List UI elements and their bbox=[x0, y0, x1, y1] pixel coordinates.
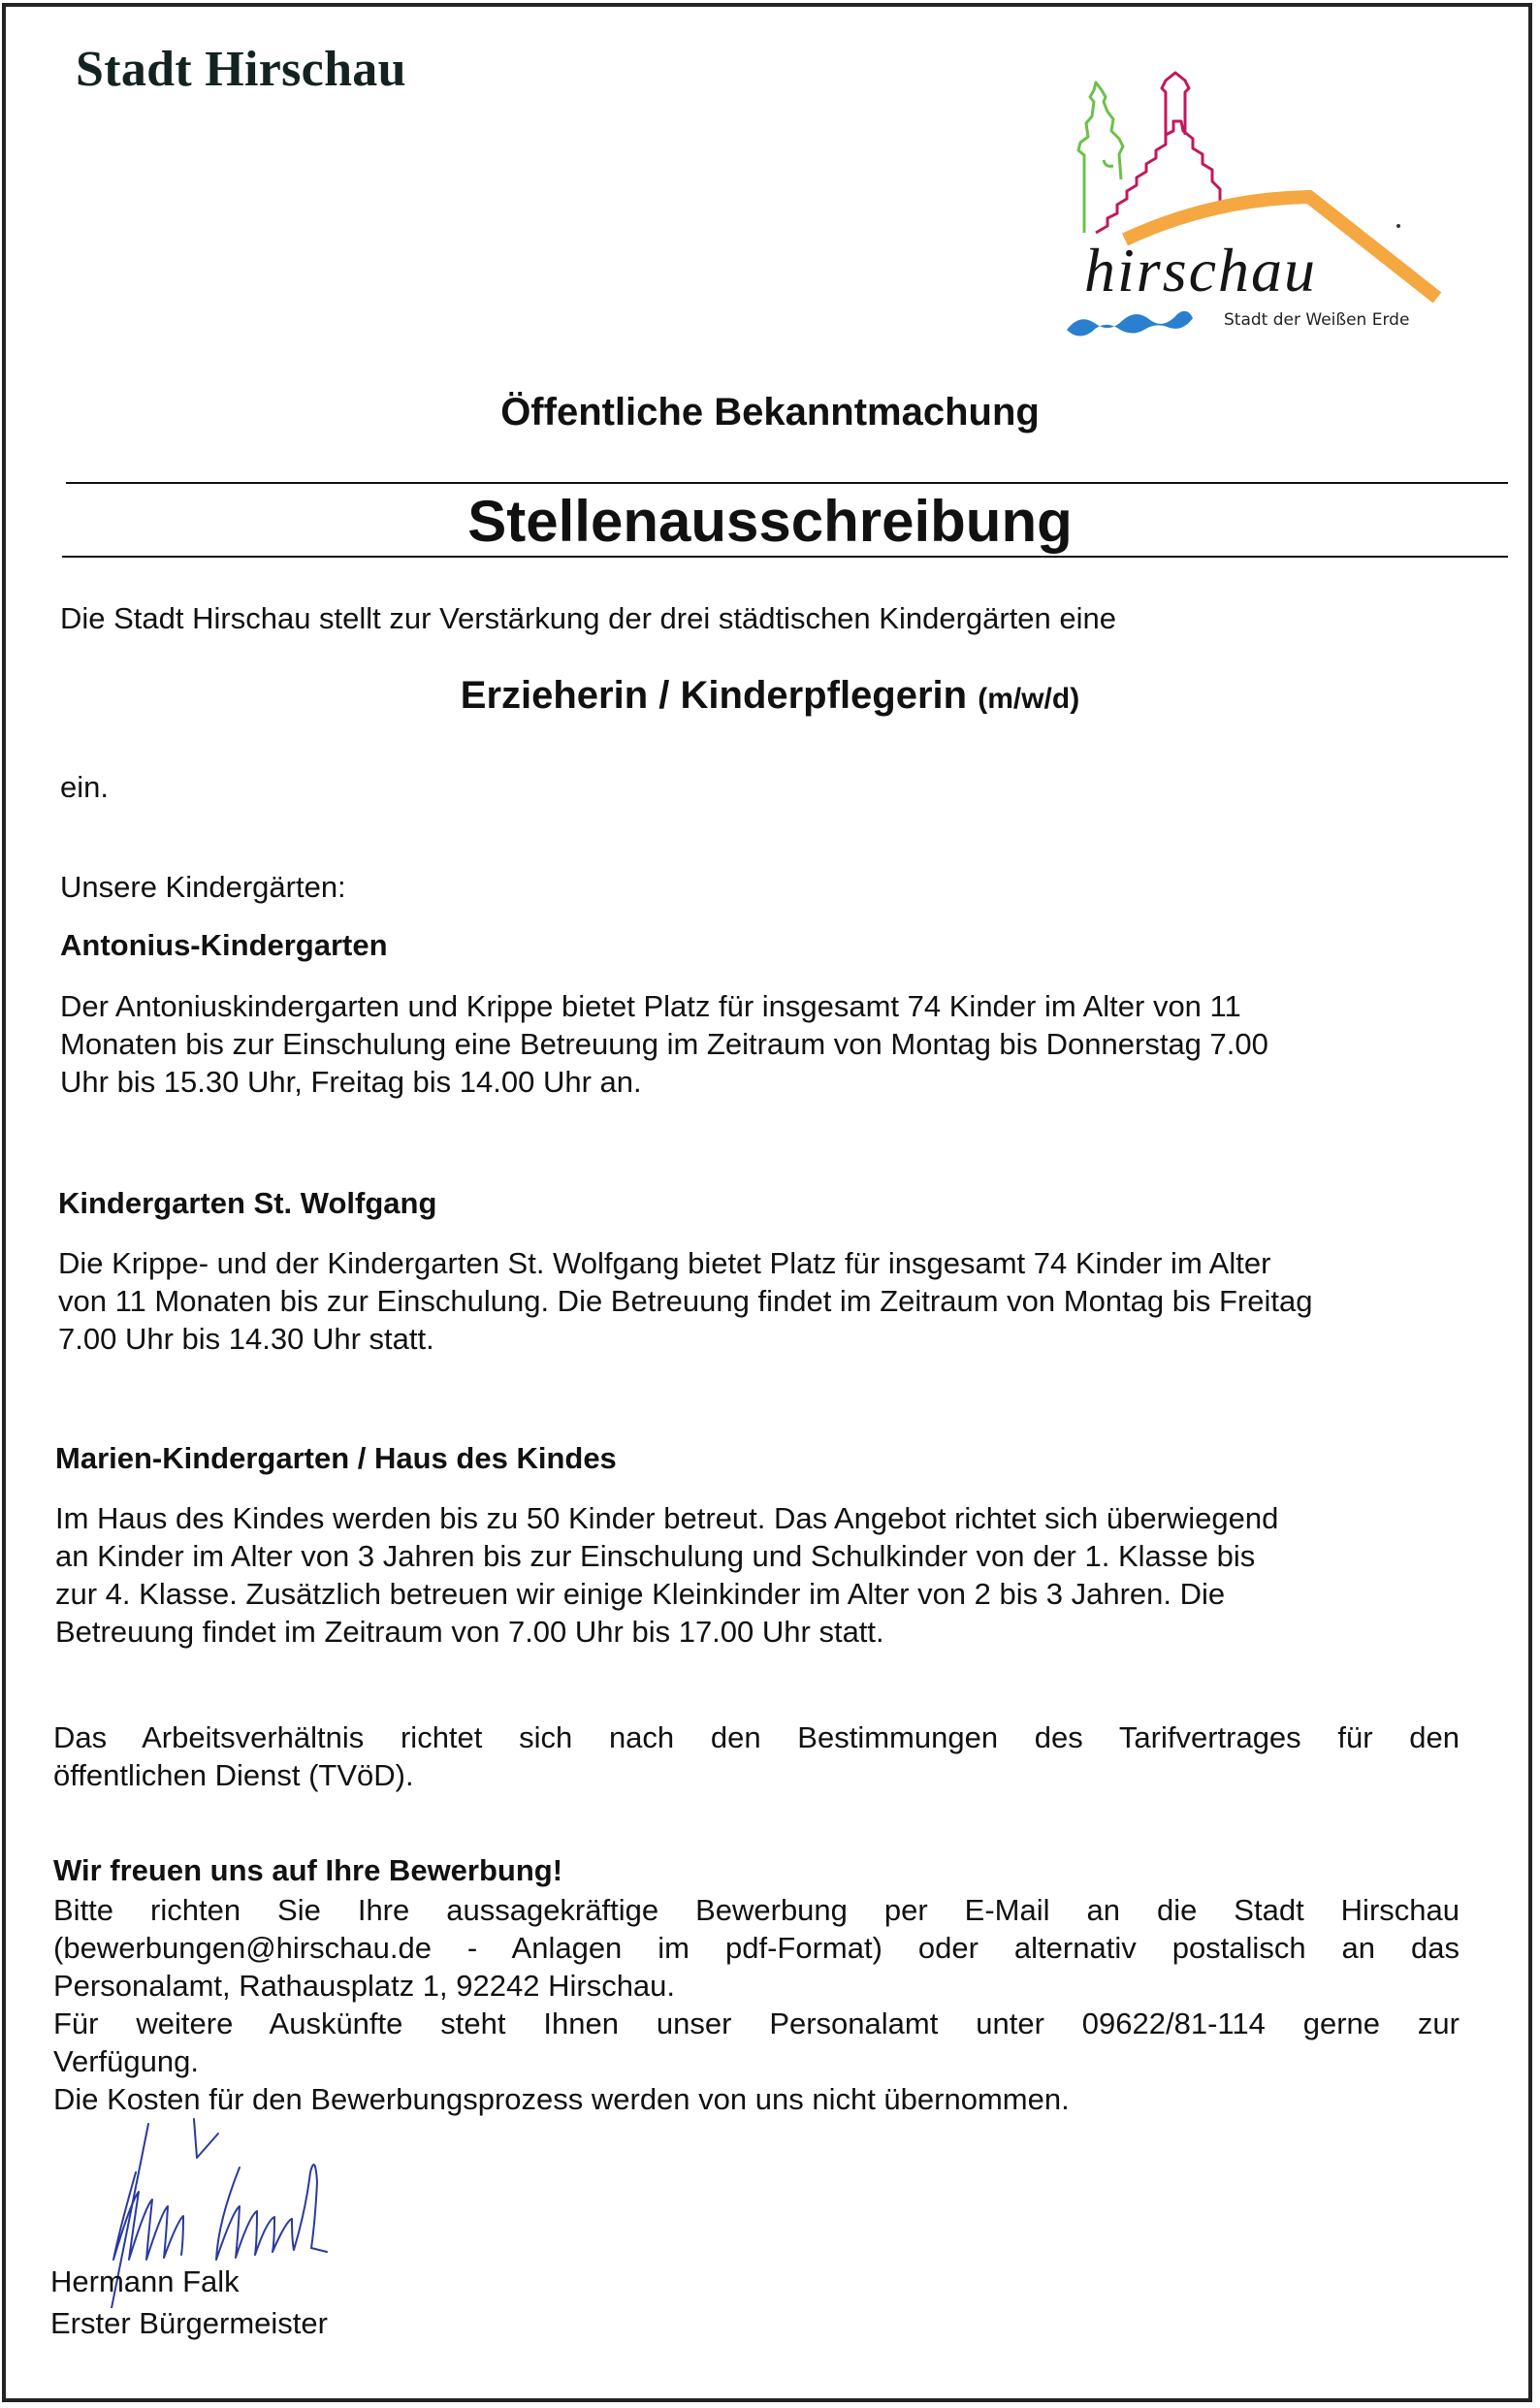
text-line: von 11 Monaten bis zur Einschulung. Die Betreuung findet im Zeitraum von Montag bis Freitag bbox=[58, 1284, 1313, 1318]
text-line: 7.00 Uhr bis 14.30 Uhr statt. bbox=[58, 1322, 434, 1356]
divider-bottom bbox=[62, 556, 1508, 558]
text-line: Die Kosten für den Bewerbungsprozess werden von uns nicht übernommen. bbox=[53, 2082, 1070, 2116]
text-line: Personalamt, Rathausplatz 1, 92242 Hirschau. bbox=[53, 1969, 676, 2003]
signatory-role: Erster Bürgermeister bbox=[50, 2306, 328, 2340]
text-line: Bitte richten Sie Ihre aussagekräftige Bewerbung per E-Mail an die Stadt Hirschau bbox=[53, 1893, 1460, 1927]
text-line: Die Krippe- und der Kindergarten St. Wolfgang bietet Platz für insgesamt 74 Kinder im Alter bbox=[58, 1246, 1271, 1280]
position-title bbox=[0, 674, 1540, 718]
page-title: Stellenausschreibung bbox=[467, 489, 1073, 554]
intro-end: ein. bbox=[60, 770, 109, 804]
text-line: öffentlichen Dienst (TVöD). bbox=[53, 1758, 414, 1792]
application-heading: Wir freuen uns auf Ihre Bewerbung! bbox=[53, 1853, 563, 1887]
logo-tagline: Stadt der Weißen Erde bbox=[1224, 310, 1410, 330]
text-line: an Kinder im Alter von 3 Jahren bis zur Einschulung und Schulkinder von der 1. Klasse bis bbox=[55, 1539, 1256, 1573]
text-line: (bewerbungen@hirschau.de - Anlagen im pdf-Format) oder alternativ postalisch an das bbox=[53, 1931, 1460, 1965]
kindergarten-name: Kindergarten St. Wolfgang bbox=[58, 1186, 437, 1220]
signatory-name: Hermann Falk bbox=[50, 2264, 240, 2298]
text-line: Der Antoniuskindergarten und Krippe bietet Platz für insgesamt 74 Kinder im Alter von 11 bbox=[60, 989, 1241, 1023]
logo-wordmark: hirschau bbox=[1084, 236, 1317, 305]
kindergarten-description bbox=[58, 1244, 1460, 1358]
divider-top bbox=[66, 482, 1508, 484]
text-line: Monaten bis zur Einschulung eine Betreuung im Zeitraum von Montag bis Donnerstag 7.00 bbox=[60, 1027, 1268, 1061]
application-text bbox=[53, 1891, 1460, 2118]
text-line: zur 4. Klasse. Zusätzlich betreuen wir einige Kleinkinder im Alter von 2 bis 3 Jahren. Die bbox=[55, 1577, 1226, 1611]
text-line: Uhr bis 15.30 Uhr, Freitag bis 14.00 Uhr an. bbox=[60, 1065, 642, 1099]
organization-name: Stadt Hirschau bbox=[76, 42, 406, 97]
text-line: Betreuung findet im Zeitraum von 7.00 Uhr bis 17.00 Uhr statt. bbox=[55, 1615, 884, 1649]
kindergarten-description bbox=[55, 1499, 1447, 1651]
intro-text: Die Stadt Hirschau stellt zur Verstärkung der drei städtischen Kindergärten eine bbox=[60, 601, 1117, 635]
position-name: Erzieherin / Kinderpflegerin bbox=[460, 674, 968, 717]
text-line: Für weitere Auskünfte steht Ihnen unser Personalamt unter 09622/81-114 gerne zur bbox=[53, 2007, 1460, 2040]
notice-type: Öffentliche Bekanntmachung bbox=[500, 391, 1040, 433]
text-line: Das Arbeitsverhältnis richtet sich nach den Bestimmungen des Tarifvertrages für den bbox=[53, 1720, 1460, 1754]
position-gender-suffix: (m/w/d) bbox=[978, 683, 1080, 715]
kindergartens-heading: Unsere Kindergärten: bbox=[60, 870, 346, 904]
kindergarten-name: Antonius-Kindergarten bbox=[60, 928, 388, 962]
kindergarten-name: Marien-Kindergarten / Haus des Kindes bbox=[55, 1441, 617, 1475]
kindergarten-description bbox=[60, 987, 1460, 1101]
text-line: Verfügung. bbox=[53, 2044, 199, 2078]
employment-terms bbox=[53, 1718, 1460, 1794]
text-line: Im Haus des Kindes werden bis zu 50 Kinder betreut. Das Angebot richtet sich überwiegend bbox=[55, 1501, 1279, 1535]
